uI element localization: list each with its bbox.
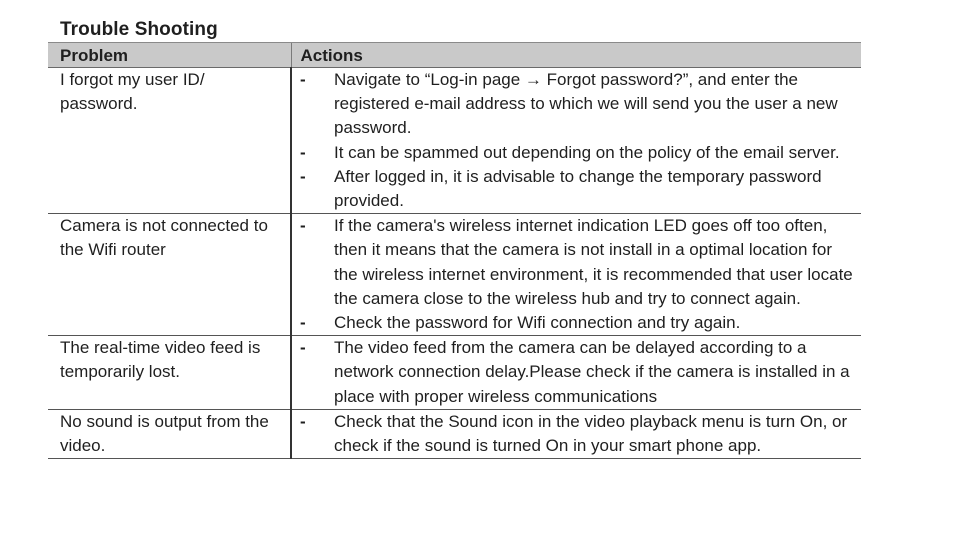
- action-text: After logged in, it is advisable to change the temporary password provided.: [334, 166, 822, 211]
- troubleshooting-table: [48, 42, 861, 459]
- problem-cell: I forgot my user ID/ password.: [48, 68, 291, 214]
- action-text: Navigate to “Log-in page → Forgot password?”, and enter the registered e-mail address to which we will send you the user a new password.: [334, 70, 838, 138]
- table-row: [48, 214, 861, 336]
- actions-cell: [291, 409, 861, 458]
- column-header-actions: Actions: [291, 43, 861, 68]
- action-item: [292, 336, 861, 409]
- action-item: [292, 311, 861, 335]
- actions-cell: [291, 68, 861, 214]
- problem-cell: No sound is output from the video.: [48, 409, 291, 458]
- actions-cell: [291, 336, 861, 410]
- table-header-row: [48, 43, 861, 68]
- bullet-marker: -: [300, 338, 306, 358]
- action-text: If the camera's wireless internet indication LED goes off too often, then it means that the camera is not install in a optimal location for the wireless internet environment, it is recommended that user locate the camera close to the wireless hub and try to connect again.: [334, 216, 853, 308]
- actions-cell: [291, 214, 861, 336]
- bullet-marker: -: [300, 70, 306, 89]
- column-header-problem: Problem: [48, 43, 291, 68]
- bullet-marker: -: [300, 216, 306, 236]
- table-row: [48, 336, 861, 410]
- section-heading: Trouble Shooting: [60, 19, 218, 40]
- problem-cell: The real-time video feed is temporarily lost.: [48, 336, 291, 410]
- problem-cell: Camera is not connected to the Wifi router: [48, 214, 291, 336]
- action-item: [292, 214, 861, 311]
- bullet-marker: -: [300, 142, 306, 162]
- action-text: The video feed from the camera can be delayed according to a network connection delay.Please check if the camera is installed in a place with proper wireless communications: [334, 338, 850, 406]
- bullet-marker: -: [300, 411, 306, 431]
- action-item: [292, 165, 861, 213]
- action-text: Check that the Sound icon in the video playback menu is turn On, or check if the sound is turned On in your smart phone app.: [334, 411, 848, 456]
- action-item: [292, 141, 861, 165]
- troubleshooting-document: [48, 18, 861, 459]
- action-text: Check the password for Wifi connection and try again.: [334, 313, 741, 333]
- action-item: [292, 68, 861, 141]
- bullet-marker: -: [300, 166, 306, 186]
- bullet-marker: -: [300, 313, 306, 333]
- table-row: [48, 409, 861, 458]
- action-text: It can be spammed out depending on the policy of the email server.: [334, 142, 840, 162]
- action-item: [292, 410, 861, 458]
- table-row: [48, 68, 861, 214]
